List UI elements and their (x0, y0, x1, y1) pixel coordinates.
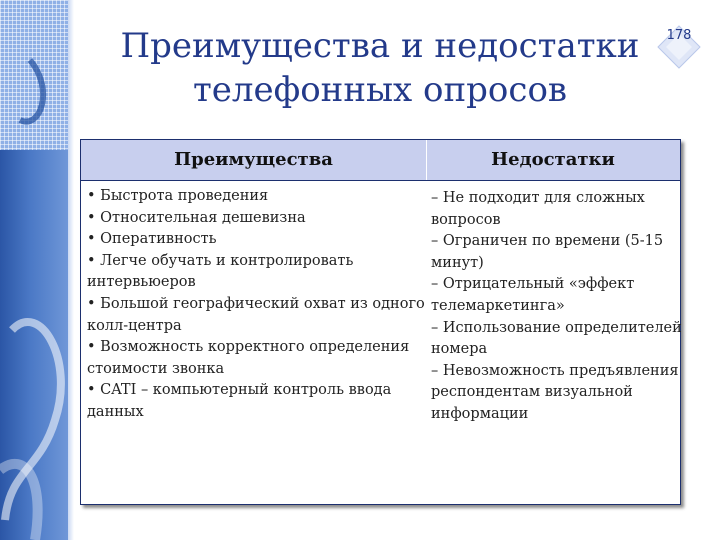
disadvantages-line: информации (431, 405, 529, 422)
slide-title (110, 24, 650, 112)
advantages-line: • CATI – компьютерный контроль ввода (87, 382, 392, 399)
decorative-strip-edge (68, 0, 74, 540)
header-advantages: Преимущества (174, 149, 333, 170)
disadvantages-line: – Невозможность предъявления (431, 362, 679, 379)
disadvantages-line: респондентам визуальной (431, 384, 633, 401)
disadvantages-line: – Не подходит для сложных (431, 190, 645, 206)
title-line-2: телефонных опросов (192, 70, 568, 110)
page-number: 178 (666, 28, 692, 43)
page-number-badge (656, 24, 702, 70)
header-disadvantages: Недостатки (491, 149, 615, 170)
disadvantages-line: – Отрицательный «эффект (431, 276, 635, 293)
advantages-line: данных (87, 403, 144, 420)
advantages-line: • Быстрота проведения (87, 188, 269, 204)
advantages-cell (87, 186, 425, 424)
advantages-line: • Относительная дешевизна (87, 209, 306, 226)
decorative-left-strip (0, 0, 68, 540)
advantages-line: колл-центра (87, 317, 182, 334)
disadvantages-line: номера (431, 341, 488, 358)
advantages-line: • Возможность корректного определения (87, 339, 410, 356)
table-header-row (81, 140, 680, 181)
disadvantages-line: телемаркетинга» (431, 297, 565, 314)
decorative-swirl-graphic (0, 0, 68, 540)
advantages-line: • Оперативность (87, 231, 217, 248)
comparison-table (80, 139, 681, 505)
disadvantages-line: – Использование определителей (431, 319, 682, 336)
disadvantages-line: – Ограничен по времени (5-15 (431, 233, 664, 250)
disadvantages-line: минут) (431, 254, 484, 271)
advantages-line: • Легче обучать и контролировать (87, 252, 354, 269)
disadvantages-cell (431, 188, 682, 426)
advantages-line: интервьюеров (87, 274, 196, 291)
advantages-line: • Большой географический охват из одного (87, 295, 425, 312)
advantages-line: стоимости звонка (87, 360, 225, 377)
title-line-1: Преимущества и недостатки (120, 26, 640, 66)
disadvantages-line: вопросов (431, 211, 501, 228)
